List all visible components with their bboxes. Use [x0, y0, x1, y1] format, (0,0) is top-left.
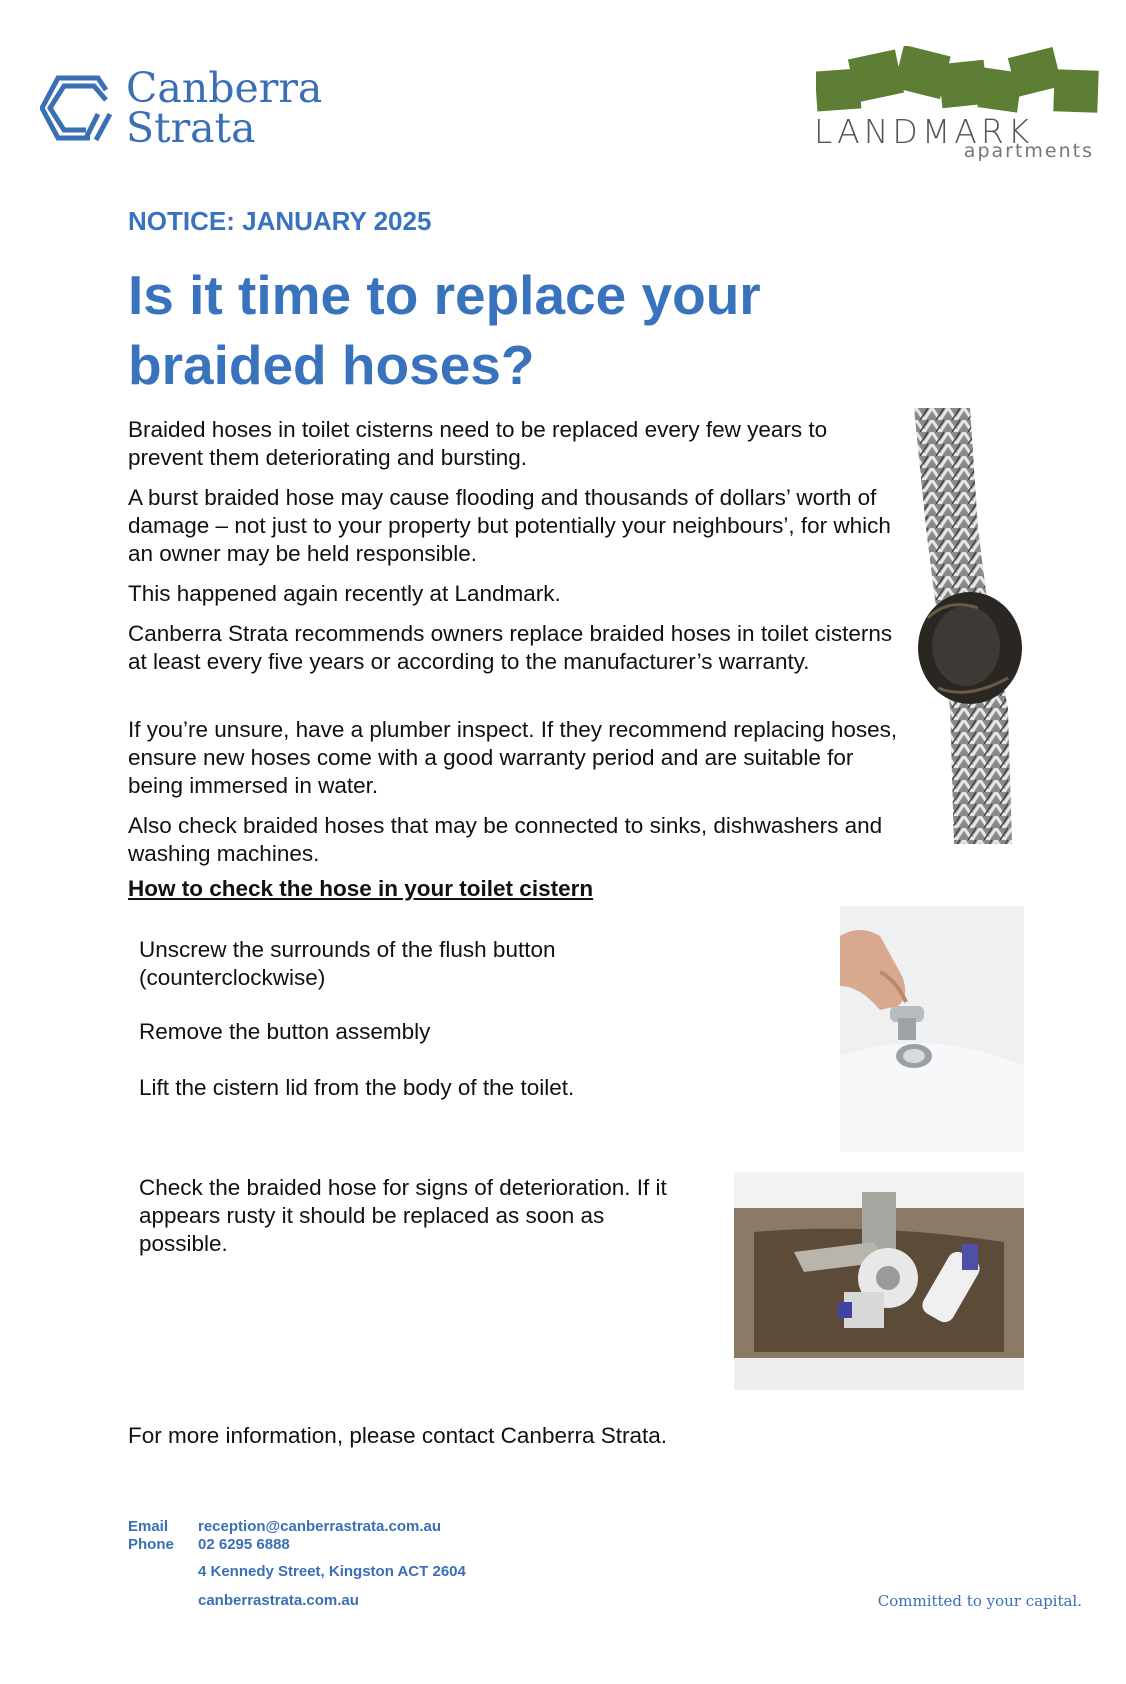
canberra-strata-logo [40, 64, 340, 152]
cistern-interior-photo [734, 1172, 1024, 1390]
flush-button-photo [840, 906, 1024, 1152]
paragraph-6: Also check braided hoses that may be connected to sinks, dishwashers and washing machines. [128, 813, 883, 866]
step-2: Remove the button assembly [139, 1019, 431, 1044]
how-to-heading: How to check the hose in your toilet cistern [128, 876, 594, 901]
footer-email-link[interactable]: reception@canberrastrata.com.au [198, 1518, 442, 1535]
step-4: Check the braided hose for signs of deterioration. If it appears rusty it should be replaced as soon as possible. [139, 1175, 667, 1256]
paragraph-2: A burst braided hose may cause flooding and thousands of dollars’ worth of damage – not just to your property but potentially your neighbours’, for which an owner may be held responsible. [128, 485, 891, 566]
footer-labels [128, 1518, 174, 1554]
email-label: Email [128, 1518, 169, 1535]
notice-date: NOTICE: JANUARY 2025 [128, 206, 432, 236]
step-1: Unscrew the surrounds of the flush button (counterclockwise) [139, 937, 556, 990]
step-3: Lift the cistern lid from the body of the toilet. [139, 1075, 575, 1100]
phone-label: Phone [128, 1536, 174, 1553]
landmark-wordmark: LANDMARK [814, 112, 1034, 151]
footer-website-link[interactable]: canberrastrata.com.au [198, 1592, 359, 1609]
paragraph-1: Braided hoses in toilet cisterns need to be replaced every few years to prevent them deteriorating and bursting. [128, 417, 828, 470]
closing-text: For more information, please contact Canberra Strata. [128, 1423, 668, 1448]
paragraph-3: This happened again recently at Landmark. [128, 581, 561, 606]
landmark-squares-graphic [816, 46, 1100, 116]
landmark-apartments-logo [812, 46, 1102, 166]
footer-contact [198, 1518, 441, 1554]
page-title: Is it time to replace your braided hoses? [128, 264, 761, 396]
canberra-strata-wordmark: Canberra Strata [126, 64, 323, 152]
paragraph-4: Canberra Strata recommends owners replace braided hoses in toilet cisterns at least every five years or according to the manufacturer’s warranty. [128, 621, 893, 674]
footer-phone[interactable]: 02 6295 6888 [198, 1536, 290, 1553]
burst-hose-photo [908, 408, 1038, 844]
paragraph-5: If you’re unsure, have a plumber inspect. If they recommend replacing hoses, ensure new hoses come with a good warranty period and are suitable for being immersed in water. [128, 717, 898, 798]
landmark-subtitle: apartments [963, 140, 1094, 162]
canberra-strata-hexagon-icon [40, 74, 112, 142]
tagline: Committed to your capital. [877, 1592, 1082, 1610]
footer-address: 4 Kennedy Street, Kingston ACT 2604 [198, 1563, 466, 1580]
